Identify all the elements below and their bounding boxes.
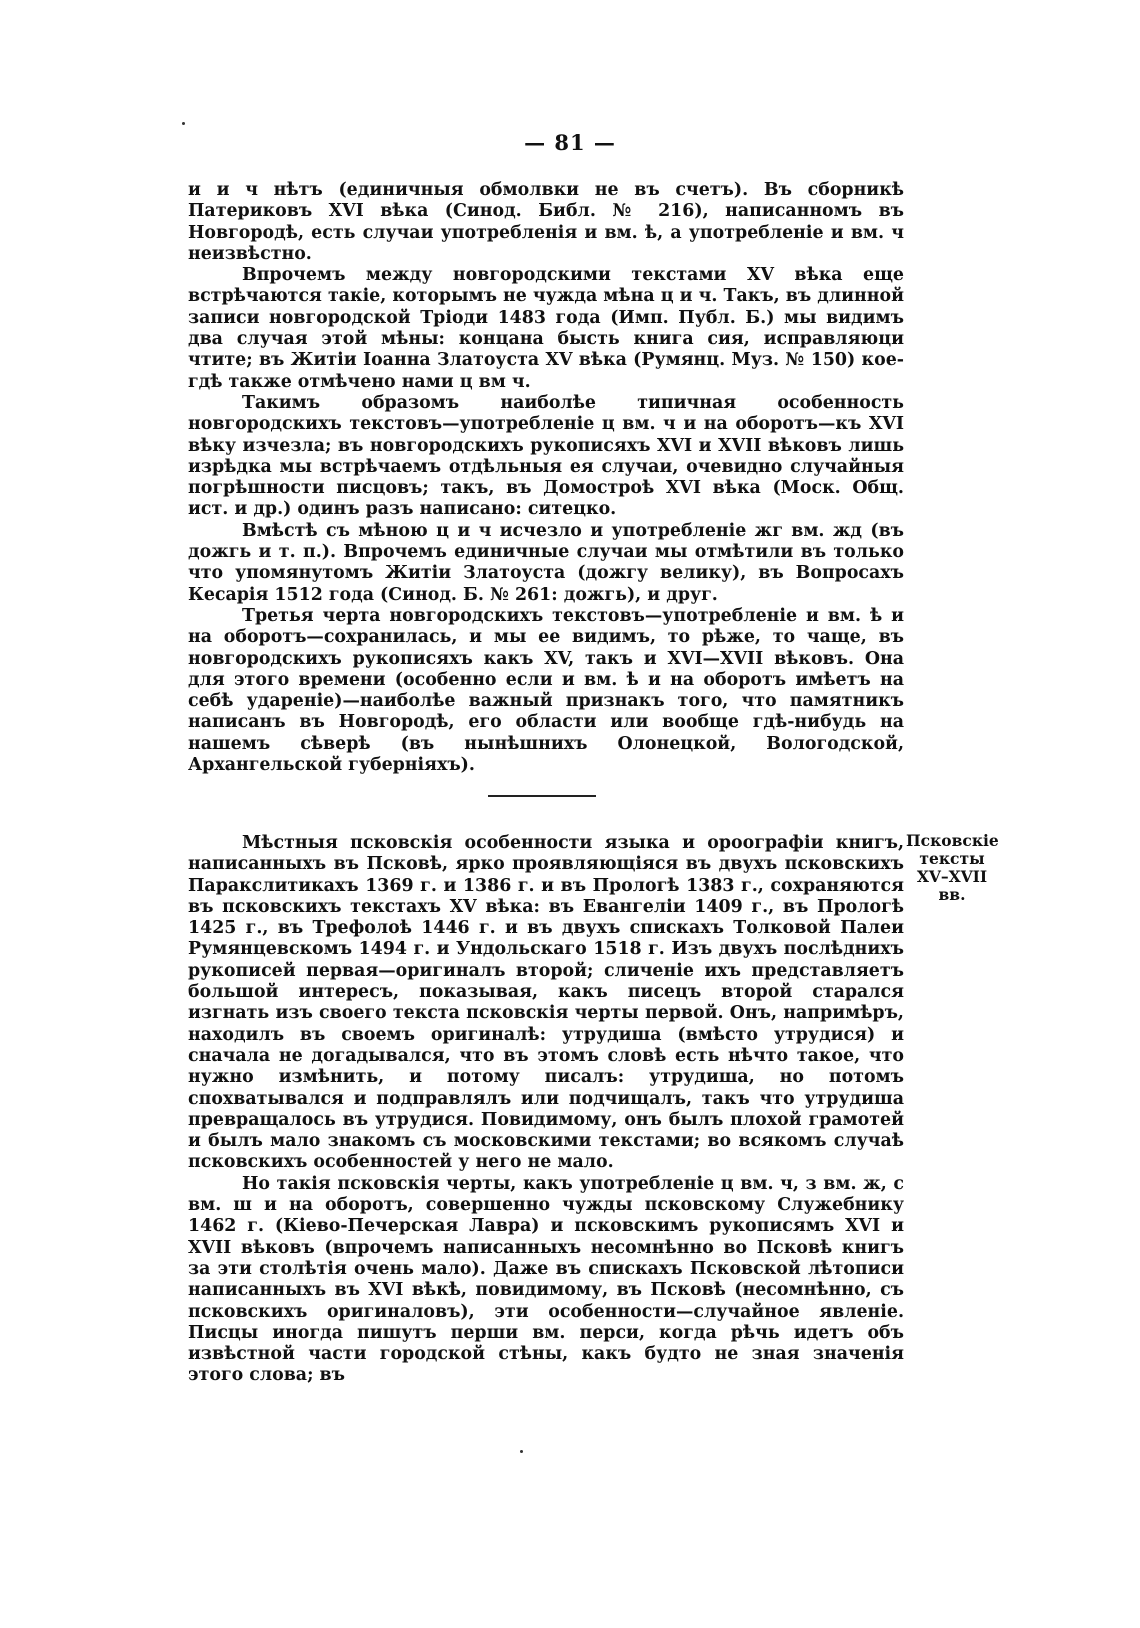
page-number: — 81 — xyxy=(524,130,616,155)
paragraph: Впрочемъ между новгородскими текстами XV вѣка еще встрѣчаются такіе, которымъ не чужда мѣна ц и ч. Такъ, въ длинной записи новгородской Тріоди 1483 года (Имп. Публ. Б.) мы видимъ два случая этой мѣны: концана бысть книга сия, исправляюци чтите; въ Житіи Іоанна Златоуста XV вѣка (Румянц. Муз. № 150) кое-гдѣ также отмѣчено нами ц вм ч. xyxy=(188,265,904,392)
stray-mark xyxy=(520,1450,523,1453)
top-text-section xyxy=(188,180,904,776)
paragraph: Такимъ образомъ наиболѣе типичная особенность новгородскихъ текстовъ—употребленіе ц вм. ч и на оборотъ—къ XVI вѣку изчезла; въ новгородскихъ рукописяхъ XVI и XVII вѣковъ лишь изрѣдка мы встрѣчаемъ отдѣльныя ея случаи, очевидно случайныя погрѣшности писцовъ; такъ, въ Домостроѣ XVI вѣка (Моск. Общ. ист. и др.) одинъ разъ написано: ситецко. xyxy=(188,392,904,520)
margin-note: Псковскіе тексты XV–XVII вв. xyxy=(906,831,999,904)
stray-mark xyxy=(182,122,185,125)
bottom-text-section xyxy=(188,833,904,1387)
section-divider xyxy=(488,795,596,797)
paragraph: Мѣстныя псковскія особенности языка и ороографіи книгъ, написанныхъ въ Псковѣ, ярко проявляющіяся въ двухъ псковскихъ Паракслитикахъ 1369 г. и 1386 г. и въ Прологѣ 1383 г., сохраняются въ псковскихъ текстахъ XV вѣка: въ Евангеліи 1409 г., въ Прологѣ 1425 г., въ Трефолоѣ 1446 г. и въ двухъ спискахъ Толковой Палеи Румянцевскомъ 1494 г. и Ундольскаго 1518 г. Изъ двухъ послѣднихъ рукописей первая—оригиналъ второй; сличеніе ихъ представляетъ большой интересъ, показывая, какъ писецъ второй старался изгнать изъ своего текста псковскія черты первой. Онъ, напримѣръ, находилъ въ своемъ оригиналѣ: утрудиша (вмѣсто утрудися) и сначала не догадывался, что въ этомъ словѣ есть нѣчто такое, что нужно измѣнить, и потому писалъ: утрудиша, но потомъ спохватывался и подправлялъ или подчищалъ, такъ что утрудиша превращалось въ утрудися. Повидимому, онъ былъ плохой грамотей и былъ мало знакомъ съ московскими текстами; во всякомъ случаѣ псковскихъ особенностей у него не мало. xyxy=(188,833,904,1173)
paragraph: Вмѣстѣ съ мѣною ц и ч исчезло и употребленіе жг вм. жд (въ дожгь и т. п.). Впрочемъ единичные случаи мы отмѣтили въ только что упомянутомъ Житіи Златоуста (дожгу велику), въ Вопросахъ Кесарія 1512 года (Синод. Б. № 261: дожгь), и друг. xyxy=(188,520,904,605)
paragraph: Третья черта новгородскихъ текстовъ—употребленіе и вм. ѣ и на оборотъ—сохранилась, и мы ее видимъ, то рѣже, то чаще, въ новгородскихъ рукописяхъ какъ XV, такъ и XVI—XVII вѣковъ. Она для этого времени (особенно если и вм. ѣ и на оборотъ имѣетъ на себѣ удареніе)—наиболѣе важный признакъ того, что памятникъ написанъ въ Новгородѣ, его области или вообще гдѣ-нибудь на нашемъ сѣверѣ (въ нынѣшнихъ Олонецкой, Вологодской, Архангельской губерніяхъ). xyxy=(188,605,904,776)
paragraph: и и ч нѣтъ (единичныя обмолвки не въ счетъ). Въ сборникѣ Патериковъ XVI вѣка (Синод. Библ. № 216), написанномъ въ Новгородѣ, есть случаи употребленія и вм. ѣ, а употребленіе и вм. ч неизвѣстно. xyxy=(188,180,904,264)
paragraph: Но такія псковскія черты, какъ употребленіе ц вм. ч, з вм. ж, с вм. ш и на оборотъ, совершенно чужды псковскому Служебнику 1462 г. (Кіево-Печерская Лавра) и псковскимъ рукописямъ XVI и XVII вѣковъ (впрочемъ написанныхъ несомнѣнно во Псковѣ книгъ за эти столѣтія очень мало). Даже въ спискахъ Псковской лѣтописи написанныхъ въ XVI вѣкѣ, повидимому, въ Псковѣ (несомнѣнно, съ псковскихъ оригиналовъ), эти особенности—случайное явленіе. Писцы иногда пишутъ перши вм. перси, когда рѣчь идетъ объ извѣстной части городской стѣны, какъ будто не зная значенія этого слова; въ xyxy=(188,1173,904,1386)
